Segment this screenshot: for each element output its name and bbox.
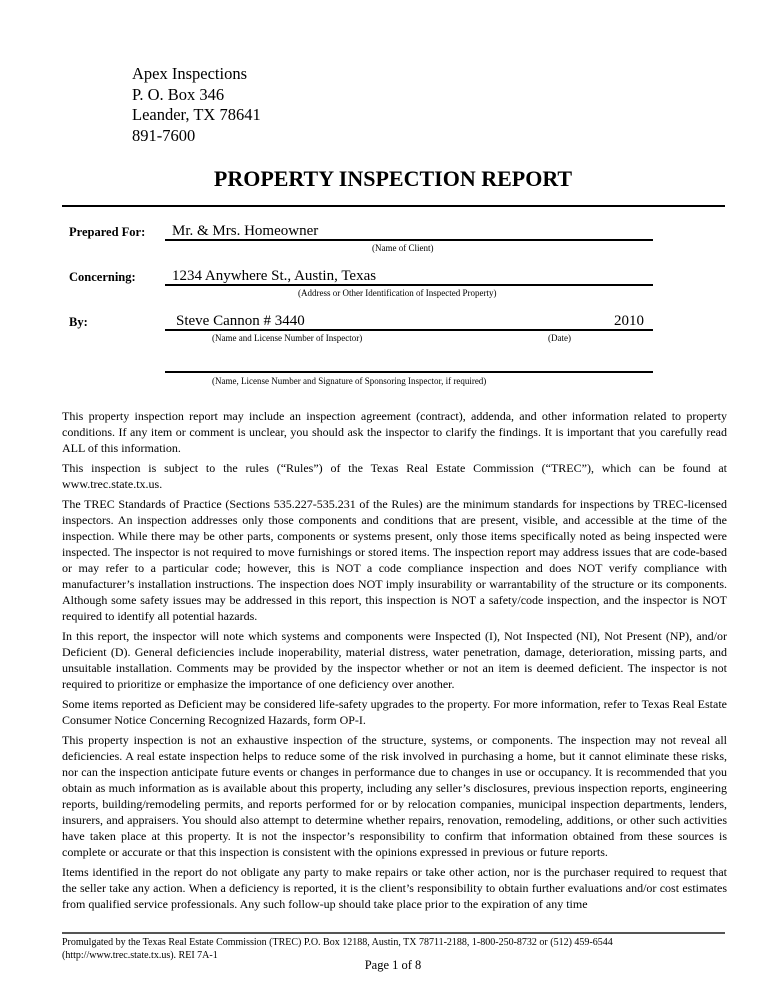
paragraph: In this report, the inspector will note which systems and components were Inspected (I), Not Inspected (NI), Not Present (NP), and/or Deficient (D). General deficiencies include inoperability, material distress, water penetration, damage, deterioration, missing parts, and unsuitable installation. Comments may be provided by the inspector whether or not an item is deemed deficient. The inspector is not required to prioritize or emphasize the importance of one deficiency over another. <box>62 629 727 691</box>
inspector-line <box>165 329 653 331</box>
prepared-for-line <box>165 239 653 241</box>
date-value: 2010 <box>614 313 644 329</box>
prepared-for-caption: (Name of Client) <box>372 243 434 253</box>
sponsor-caption: (Name, License Number and Signature of Sponsoring Inspector, if required) <box>212 376 487 386</box>
inspector-value: Steve Cannon # 3440 <box>176 313 305 329</box>
concerning-line <box>165 284 653 286</box>
page-number: Page 1 of 8 <box>364 958 422 972</box>
paragraph: Some items reported as Deficient may be considered life-safety upgrades to the property. For more information, refer to Texas Real Estate Consumer Notice Concerning Recognized Hazards, form OP-I. <box>62 697 727 727</box>
date-caption: (Date) <box>548 333 571 343</box>
by-label: By: <box>69 315 88 329</box>
company-phone: 891-7600 <box>132 125 196 145</box>
company-city: Leander, TX 78641 <box>132 105 261 124</box>
company-name: Apex Inspections <box>132 64 248 83</box>
footer-line-2: (http://www.trec.state.tx.us). REI 7A-1 <box>62 950 218 961</box>
footer-line-1: Promulgated by the Texas Real Estate Commission (TREC) P.O. Box 12188, Austin, TX 78711-2188, 1-800-250-8732 or (512) 459-6544 <box>62 937 613 948</box>
concerning-value: 1234 Anywhere St., Austin, Texas <box>172 268 377 284</box>
header-rule <box>62 205 725 207</box>
concerning-caption: (Address or Other Identification of Inspected Property) <box>298 288 497 298</box>
paragraph: This inspection is subject to the rules (“Rules”) of the Texas Real Estate Commission (“TREC”), which can be found at www.trec.state.tx.us. <box>62 461 727 491</box>
prepared-for-label: Prepared For: <box>69 225 146 239</box>
company-address <box>132 64 261 146</box>
concerning-label: Concerning: <box>69 270 136 284</box>
footer-rule <box>62 932 725 934</box>
inspector-caption: (Name and License Number of Inspector) <box>212 333 363 343</box>
company-po-box: P. O. Box 346 <box>132 84 225 104</box>
paragraph: This property inspection is not an exhaustive inspection of the structure, systems, or components. The inspection may not reveal all deficiencies. A real estate inspection helps to reduce some of the risk involved in purchasing a home, but it cannot eliminate these risks, nor can the inspection anticipate future events or changes in performance due to changes in use or occupancy. It is recommended that you obtain as much information as is available about this property, including any seller’s disclosures, previous inspection reports, engineering reports, building/remodeling permits, and reports performed for or by relocation companies, municipal inspection departments, lenders, insurers, and appraisers. You should also attempt to determine whether repairs, renovation, remodeling, additions, or other such activities have taken place at this property. It is not the inspector’s responsibility to confirm that information obtained from these sources is complete or accurate or that this inspection is consistent with the opinions expressed in previous or future reports. <box>62 733 727 859</box>
paragraph: This property inspection report may include an inspection agreement (contract), addenda, and other information related to property conditions. If any item or comment is unclear, you should ask the inspector to clarify the findings. It is important that you carefully read ALL of this information. <box>62 409 727 455</box>
prepared-for-value: Mr. & Mrs. Homeowner <box>172 223 319 239</box>
paragraph: Items identified in the report do not obligate any party to make repairs or take other action, nor is the purchaser required to request that the seller take any action. When a deficiency is reported, it is the client’s responsibility to obtain further evaluations and/or cost estimates from qualified service professionals. Any such follow-up should take place prior to the expiration of any time <box>62 865 727 911</box>
report-title: PROPERTY INSPECTION REPORT <box>213 166 573 191</box>
paragraph: The TREC Standards of Practice (Sections 535.227-535.231 of the Rules) are the minimum standards for inspections by TREC-licensed inspectors. An inspection addresses only those components and conditions that are present, visible, and accessible at the time of the inspection. While there may be other parts, components or systems present, only those items specifically noted as being inspected were inspected. The inspector is not required to move furnishings or stored items. The inspection report may address issues that are code-based or may refer to a particular code; however, this is NOT a code compliance inspection and does NOT verify compliance with manufacturer’s installation instructions. The inspection does NOT imply insurability or warrantability of the structure or its components. Although some safety issues may be addressed in this report, this inspection is NOT a safety/code inspection, and the inspector is NOT required to identify all potential hazards. <box>62 497 727 623</box>
report-body <box>62 408 727 916</box>
sponsor-line <box>165 371 653 373</box>
